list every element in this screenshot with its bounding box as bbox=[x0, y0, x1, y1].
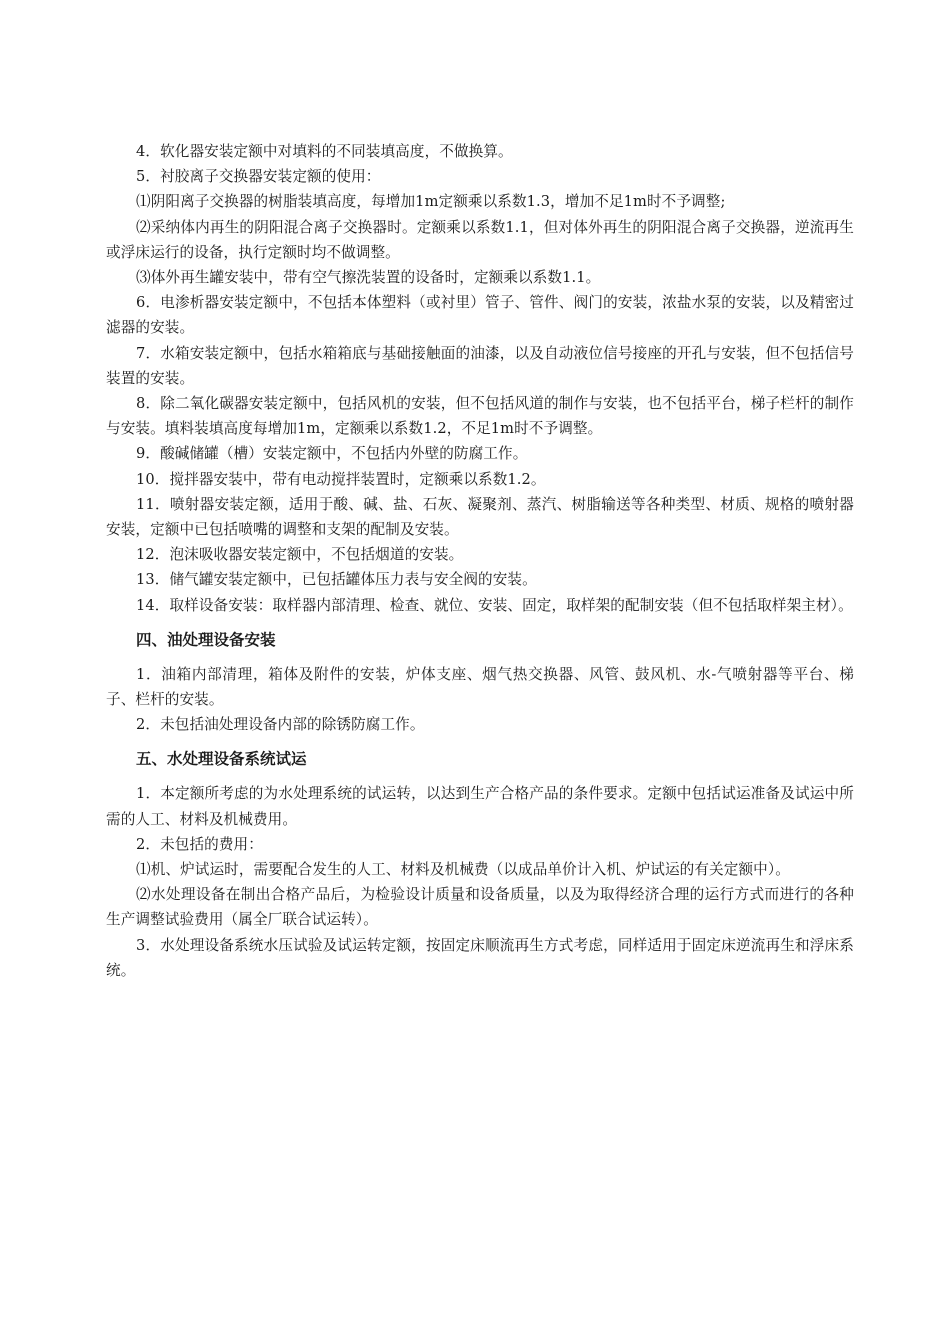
trial-paragraph-1: 1．本定额所考虑的为水处理系统的试运转，以达到生产合格产品的条件要求。定额中包括试运准备及试运中所需的人工、材料及机械费用。 bbox=[106, 785, 854, 828]
paragraph-item-5: 5．衬胶离子交换器安装定额的使用： bbox=[136, 168, 381, 186]
paragraph-item-6: 6．电渗析器安装定额中，不包括本体塑料（或衬里）管子、管件、阀门的安装，浓盐水泵的安装，以及精密过滤器的安装。 bbox=[106, 294, 854, 337]
paragraph-item-14: 14．取样设备安装：取样器内部清理、检查、就位、安装、固定，取样架的配制安装（但不包括取样架主材）。 bbox=[136, 596, 853, 614]
section-heading-water-trial-run: 五、水处理设备系统试运 bbox=[136, 750, 307, 769]
paragraph-item-10: 10．搅拌器安装中，带有电动搅拌装置时，定额乘以系数1.2。 bbox=[136, 470, 546, 488]
paragraph-item-12: 12．泡沫吸收器安装定额中，不包括烟道的安装。 bbox=[136, 546, 464, 564]
paragraph-item-13: 13．储气罐安装定额中，已包括罐体压力表与安全阀的安装。 bbox=[136, 571, 537, 589]
paragraph-item-9: 9．酸碱储罐（槽）安装定额中，不包括内外壁的防腐工作。 bbox=[136, 445, 528, 463]
trial-paragraph-3: 3．水处理设备系统水压试验及试运转定额，按固定床顺流再生方式考虑，同样适用于固定床逆流再生和浮床系统。 bbox=[106, 936, 854, 979]
paragraph-item-5-3: ⑶体外再生罐安装中，带有空气擦洗装置的设备时，定额乘以系数1.1。 bbox=[136, 269, 601, 287]
paragraph-item-8: 8．除二氧化碳器安装定额中，包括风机的安装，但不包括风道的制作与安装，也不包括平台，梯子栏杆的制作与安装。填料装填高度每增加1m，定额乘以系数1.2，不足1m时不予调整。 bbox=[106, 395, 854, 438]
oil-paragraph-1: 1．油箱内部清理，箱体及附件的安装，炉体支座、烟气热交换器、风管、鼓风机、水-气喷射器等平台、梯子、栏杆的安装。 bbox=[106, 665, 854, 709]
section-heading-oil-treatment: 四、油处理设备安装 bbox=[136, 630, 276, 649]
trial-paragraph-2-2: ⑵水处理设备在制出合格产品后，为检验设计质量和设备质量，以及为取得经济合理的运行方式而进行的各种生产调整试验费用（属全厂联合试运转）。 bbox=[106, 886, 854, 929]
paragraph-item-11: 11．喷射器安装定额，适用于酸、碱、盐、石灰、凝聚剂、蒸汽、树脂输送等各种类型、材质、规格的喷射器安装，定额中已包括喷嘴的调整和支架的配制及安装。 bbox=[106, 495, 854, 539]
trial-paragraph-2-1: ⑴机、炉试运时，需要配合发生的人工、材料及机械费（以成品单价计入机、炉试运的有关定额中）。 bbox=[136, 861, 790, 879]
paragraph-item-7: 7．水箱安装定额中，包括水箱箱底与基础接触面的油漆，以及自动液位信号接座的开孔与安装，但不包括信号装置的安装。 bbox=[106, 344, 854, 387]
paragraph-item-5-1: ⑴阴阳离子交换器的树脂装填高度，每增加1m定额乘以系数1.3，增加不足1m时不予调整; bbox=[136, 193, 726, 211]
paragraph-item-4: 4．软化器安装定额中对填料的不同装填高度，不做换算。 bbox=[136, 143, 513, 160]
paragraph-item-5-2: ⑵采纳体内再生的阴阳混合离子交换器时。定额乘以系数1.1，但对体外再生的阴阳混合离子交换器，逆流再生或浮床运行的设备，执行定额时均不做调整。 bbox=[106, 218, 854, 261]
trial-paragraph-2: 2．未包括的费用： bbox=[136, 835, 263, 853]
oil-paragraph-2: 2．未包括油处理设备内部的除锈防腐工作。 bbox=[136, 716, 425, 734]
document-body bbox=[106, 139, 854, 983]
